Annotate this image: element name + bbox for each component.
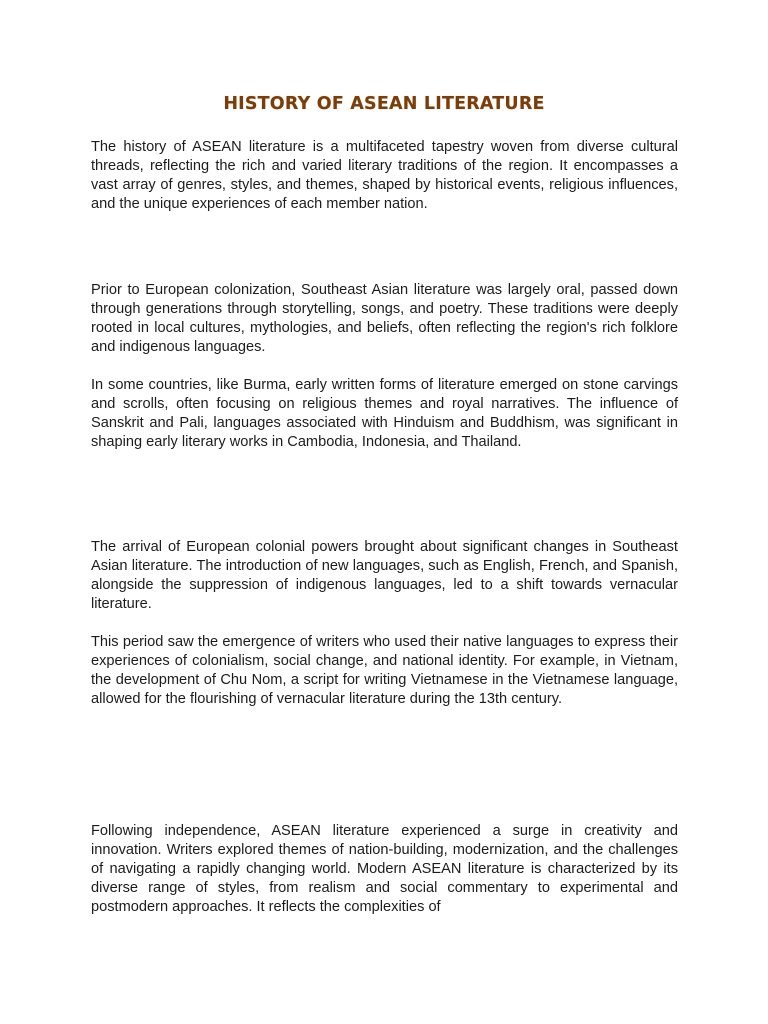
paragraph-independence: Following independence, ASEAN literature experienced a surge in creativity and innovation. Writers explored themes of nation-building, modernization, and the challenges of navigating a rapidly changing world. Modern ASEAN literature is characterized by its diverse range of styles, from realism and social commentary to experimental and postmodern approaches. It reflects the complexities of <box>91 823 678 915</box>
page-title: HISTORY OF ASEAN LITERATURE <box>223 94 545 114</box>
paragraph-early-written-forms: In some countries, like Burma, early written forms of literature emerged on stone carvings and scrolls, often focusing on religious themes and royal narratives. The influence of Sanskrit and Pali, languages associated with Hinduism and Buddhism, was significant in shaping early literary works in Cambodia, Indonesia, and Thailand. <box>91 377 678 450</box>
paragraph-oral-tradition: Prior to European colonization, Southeast Asian literature was largely oral, passed down through generations through storytelling, songs, and poetry. These traditions were deeply rooted in local cultures, mythologies, and beliefs, often reflecting the region's rich folklore and indigenous languages. <box>91 282 678 355</box>
paragraph-colonial-writers: This period saw the emergence of writers who used their native languages to express their experiences of colonialism, social change, and national identity. For example, in Vietnam, the development of Chu Nom, a script for writing Vietnamese in the Vietnamese language, allowed for the flourishing of vernacular literature during the 13th century. <box>91 634 678 707</box>
paragraph-intro: The history of ASEAN literature is a multifaceted tapestry woven from diverse cultural threads, reflecting the rich and varied literary traditions of the region. It encompasses a vast array of genres, styles, and themes, shaped by historical events, religious influences, and the unique experiences of each member nation. <box>91 139 678 212</box>
paragraph-colonial-arrival: The arrival of European colonial powers brought about significant changes in Southeast Asian literature. The introduction of new languages, such as English, French, and Spanish, alongside the suppression of indigenous languages, led to a shift towards vernacular literature. <box>91 539 678 612</box>
